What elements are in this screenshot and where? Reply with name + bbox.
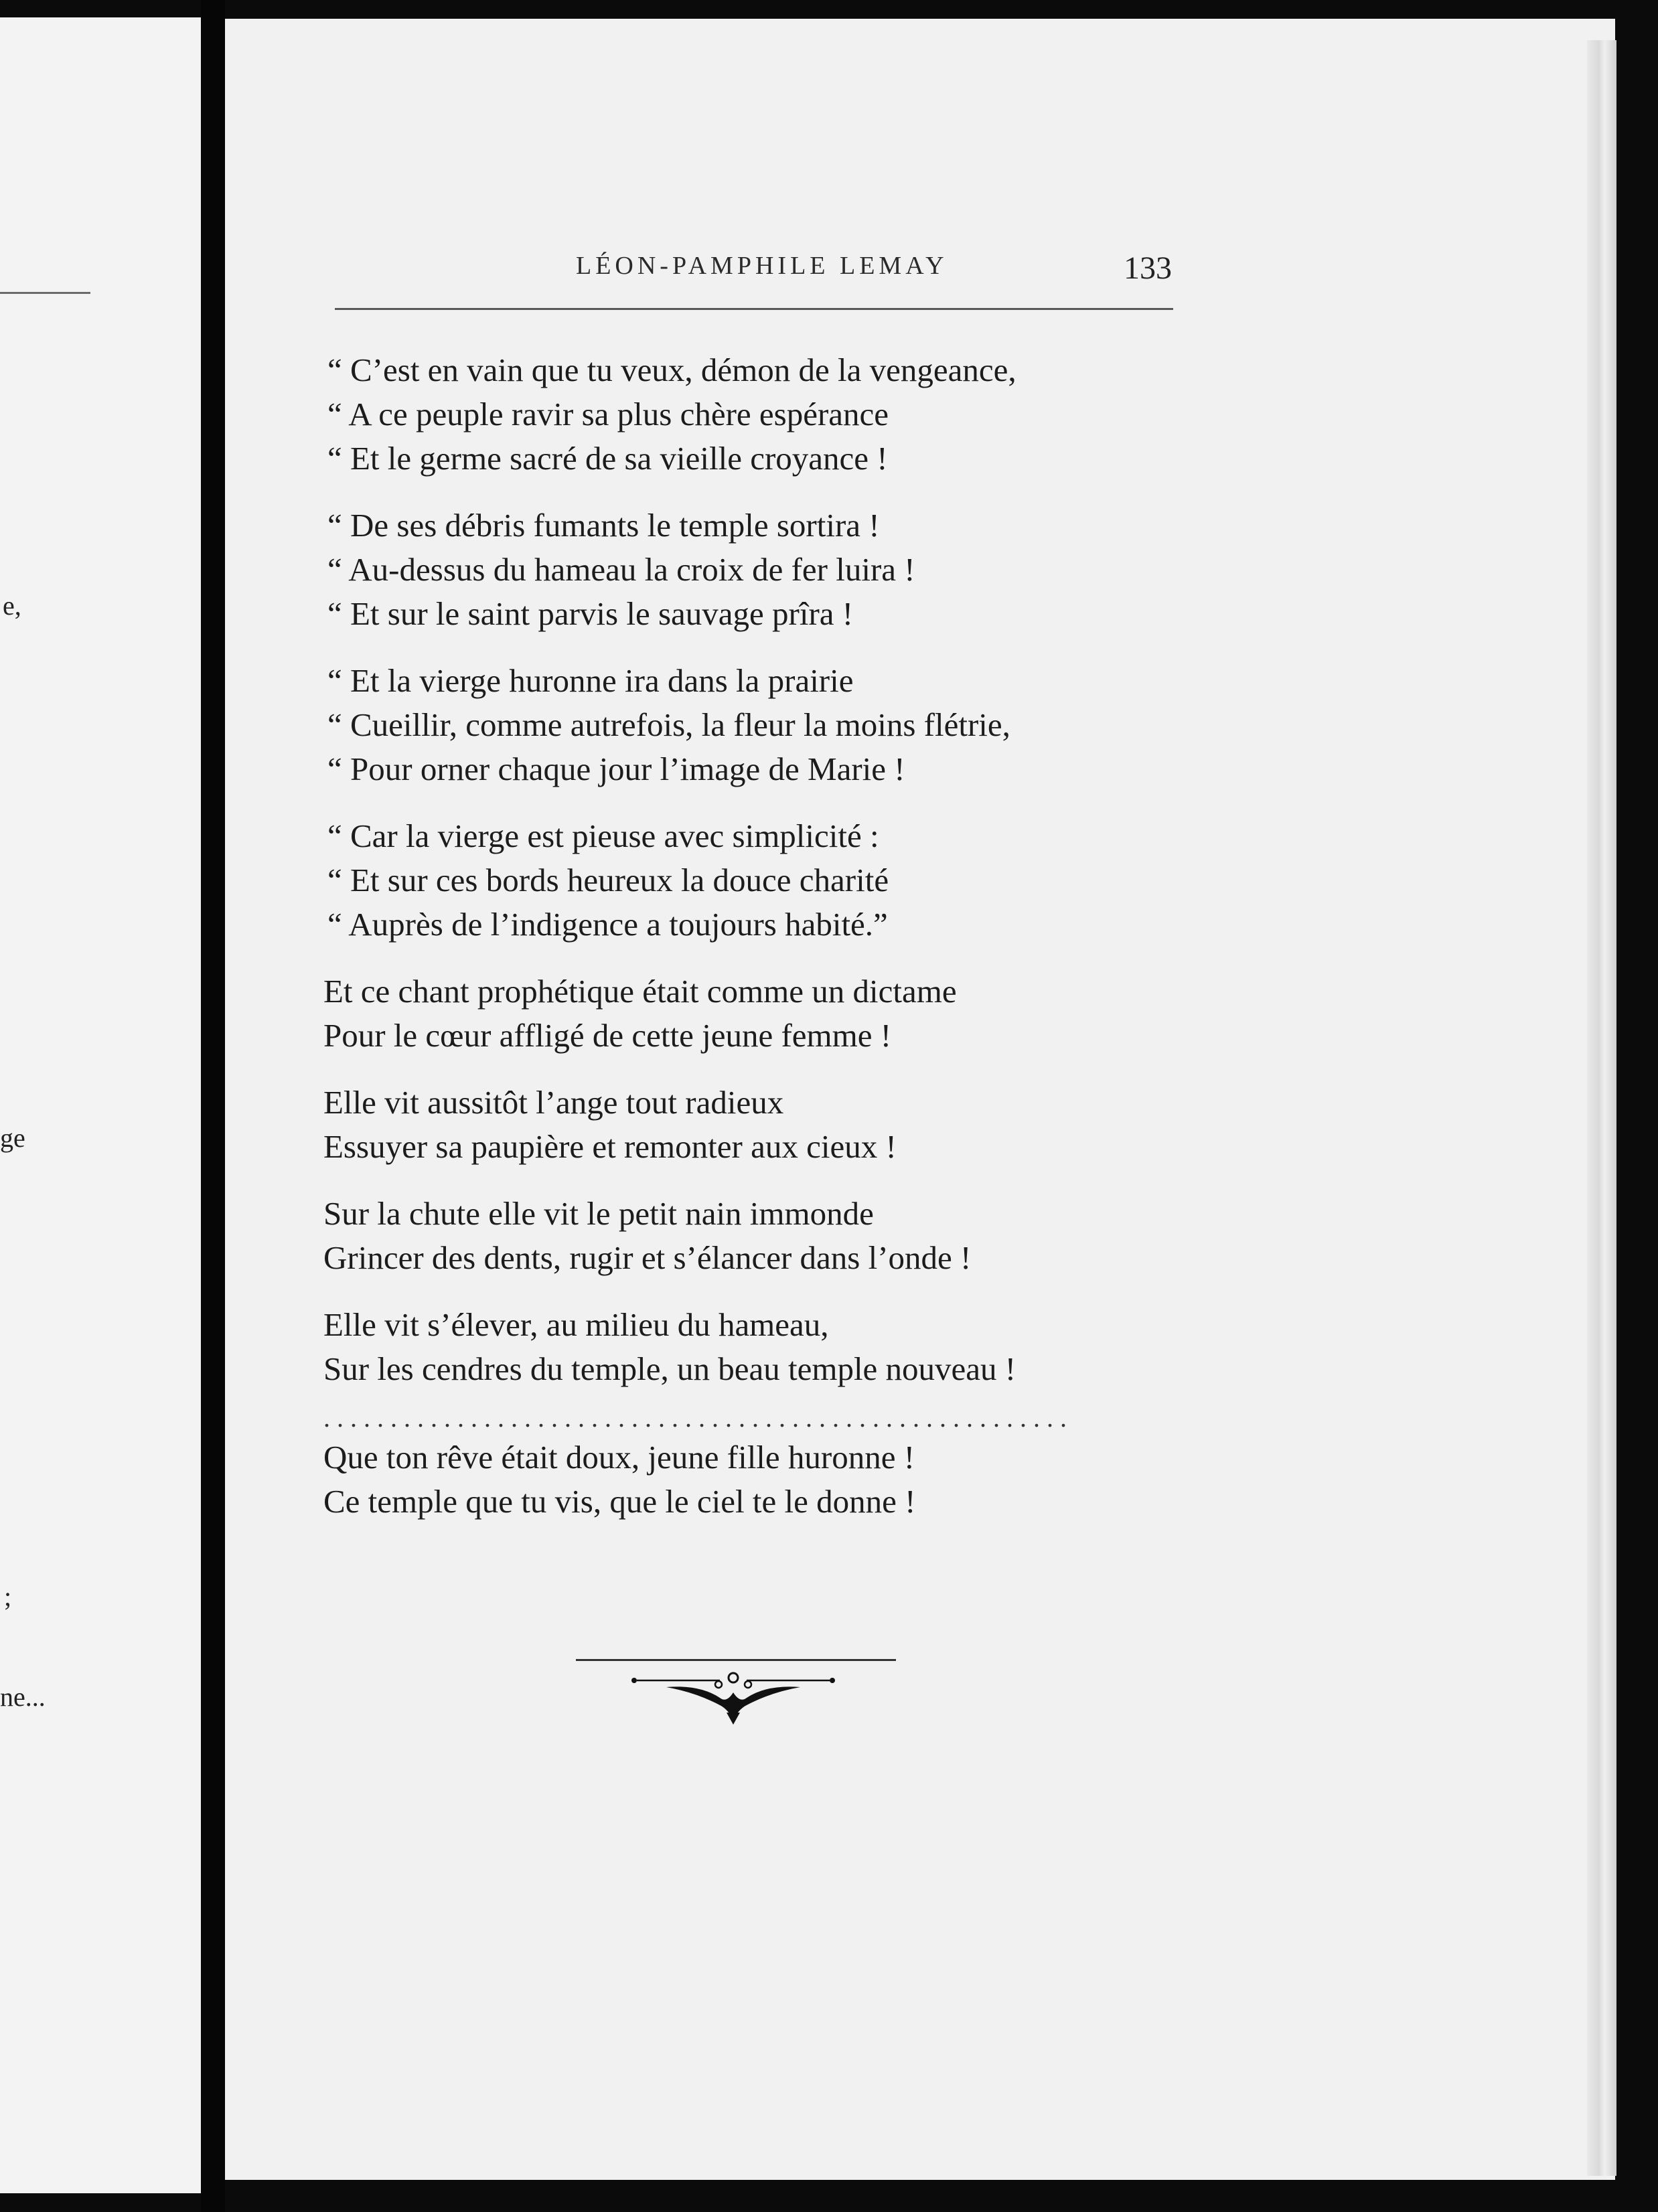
stanza bbox=[323, 1303, 1207, 1391]
poem-line: “ Et la vierge huronne ira dans la prairie bbox=[327, 662, 854, 699]
left-page-rule bbox=[0, 292, 90, 294]
stanza bbox=[323, 969, 1207, 1058]
poem-line: Elle vit s’élever, au milieu du hameau, bbox=[323, 1306, 829, 1343]
left-fragment-4: ne... bbox=[0, 1682, 46, 1712]
poem-line: Essuyer sa paupière et remonter aux cieux ! bbox=[323, 1128, 897, 1165]
poem-body bbox=[323, 348, 1207, 1547]
stanza bbox=[323, 348, 1207, 481]
poem-line: Elle vit aussitôt l’ange tout radieux bbox=[323, 1084, 784, 1121]
stanza bbox=[323, 814, 1207, 947]
closing-line: Ce temple que tu vis, que le ciel te le donne ! bbox=[323, 1483, 916, 1520]
closing-stanza bbox=[323, 1435, 1207, 1524]
poem-line: “ Cueillir, comme autrefois, la fleur la moins flétrie, bbox=[327, 706, 1010, 743]
left-fragment-3: ; bbox=[4, 1581, 12, 1611]
ornament-rule bbox=[576, 1659, 896, 1661]
poem-line: Grincer des dents, rugir et s’élancer dans l’onde ! bbox=[323, 1239, 972, 1276]
left-fragment-1: e, bbox=[3, 590, 21, 621]
tailpiece-ornament-icon bbox=[626, 1666, 840, 1726]
stanza bbox=[323, 1081, 1207, 1169]
book-gutter bbox=[201, 0, 225, 2212]
page-header bbox=[576, 251, 1172, 291]
poem-line: Sur la chute elle vit le petit nain immonde bbox=[323, 1195, 874, 1232]
poem-line: “ C’est en vain que tu veux, démon de la vengeance, bbox=[327, 351, 1016, 388]
ellipsis-separator: ........................................................ bbox=[323, 1403, 1073, 1433]
poem-line: “ Et sur le saint parvis le sauvage prîra ! bbox=[327, 595, 854, 632]
poem-line: “ De ses débris fumants le temple sortira ! bbox=[327, 507, 880, 544]
poem-line: Pour le cœur affligé de cette jeune femme ! bbox=[323, 1017, 892, 1054]
poem-line: “ A ce peuple ravir sa plus chère espérance bbox=[327, 396, 889, 432]
poem-line: Et ce chant prophétique était comme un dictame bbox=[323, 973, 957, 1010]
poem-line: “ Et sur ces bords heureux la douce charité bbox=[327, 862, 889, 898]
poem-line: “ Auprès de l’indigence a toujours habité.” bbox=[327, 906, 888, 943]
poem-line: “ Pour orner chaque jour l’image de Marie ! bbox=[327, 750, 905, 787]
page-number: 133 bbox=[1124, 250, 1172, 286]
left-fragment-2: ge bbox=[0, 1123, 25, 1153]
poem-line: “ Et le germe sacré de sa vieille croyance ! bbox=[327, 440, 888, 477]
stanza bbox=[323, 1192, 1207, 1280]
poem-line: “ Au-dessus du hameau la croix de fer luira ! bbox=[327, 551, 915, 588]
poem-line: “ Car la vierge est pieuse avec simplicité : bbox=[327, 817, 879, 854]
poem-line: Sur les cendres du temple, un beau temple nouveau ! bbox=[323, 1350, 1016, 1387]
closing-line: Que ton rêve était doux, jeune fille huronne ! bbox=[323, 1439, 915, 1476]
stanza bbox=[323, 659, 1207, 791]
left-page-fragment bbox=[0, 17, 201, 2193]
header-rule bbox=[335, 308, 1173, 310]
running-head: LÉON-PAMPHILE LEMAY bbox=[576, 252, 948, 280]
stanza bbox=[323, 503, 1207, 636]
page-edge-strip bbox=[1587, 40, 1616, 2176]
